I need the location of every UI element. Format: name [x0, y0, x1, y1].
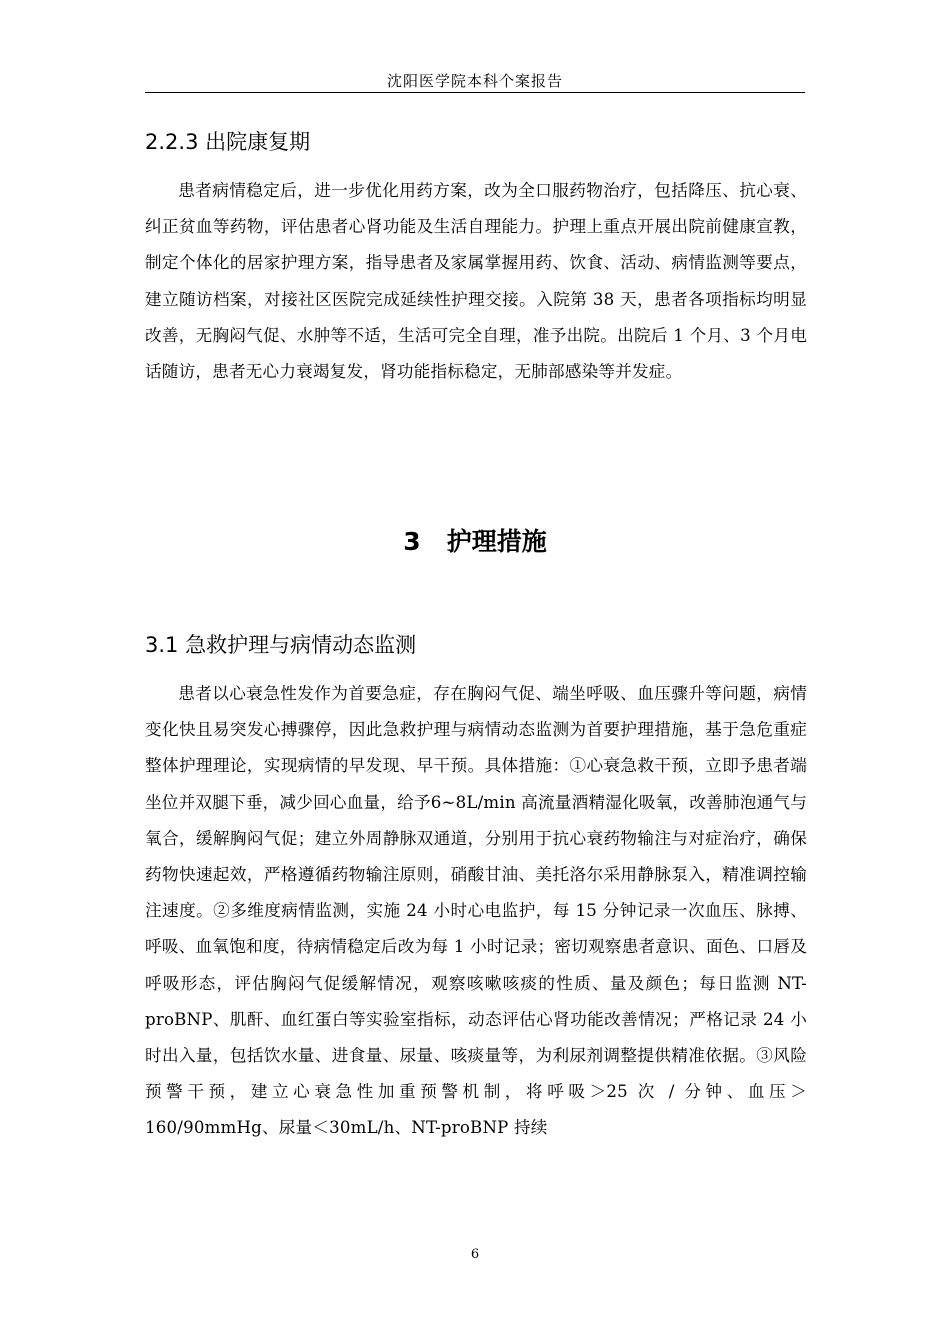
- header-divider: [145, 92, 805, 93]
- section-3-1-heading: 3.1 急救护理与病情动态监测: [145, 633, 417, 657]
- chapter-title: 护理措施: [446, 527, 547, 556]
- chapter-number: 3: [403, 527, 421, 556]
- discharge-rehab-paragraph: 患者病情稳定后，进一步优化用药方案，改为全口服药物治疗，包括降压、抗心衰、纠正贫血等药物，评估患者心肾功能及生活自理能力。护理上重点开展出院前健康宣教，制定个体化的居家护理方案，指导患者及家属掌握用药、饮食、活动、病情监测等要点，建立随访档案，对接社区医院完成延续性护理交接。入院第 38 天，患者各项指标均明显改善，无胸闷气促、水肿等不适，生活可完全自理，准予出院。出院后 1 个月、3 个月电话随访，患者无心力衰竭复发，肾功能指标稳定，无肺部感染等并发症。: [145, 181, 807, 382]
- section-2-2-3-heading: 2.2.3 出院康复期: [145, 130, 311, 154]
- chapter-3-heading: [145, 524, 805, 560]
- page-number: 6: [470, 1247, 480, 1262]
- emergency-care-paragraph: 患者以心衰急性发作为首要急症，存在胸闷气促、端坐呼吸、血压骤升等问题，病情变化快且易突发心搏骤停，因此急救护理与病情动态监测为首要护理措施，基于急危重症整体护理理论，实现病情的早发现、早干预。具体措施：①心衰急救干预，立即予患者端坐位并双腿下垂，减少回心血量，给予6~8L/min 高流量酒精湿化吸氧，改善肺泡通气与氧合，缓解胸闷气促；建立外周静脉双通道，分别用于抗心衰药物输注与对症治疗，确保药物快速起效，严格遵循药物输注原则，硝酸甘油、美托洛尔采用静脉泵入，精准调控输注速度。②多维度病情监测，实施 24 小时心电监护，每 15 分钟记录一次血压、脉搏、呼吸、血氧饱和度，待病情稳定后改为每 1 小时记录；密切观察患者意识、面色、口唇及呼吸形态，评估胸闷气促缓解情况，观察咳嗽咳痰的性质、量及颜色；每日监测 NT-proBNP、肌酐、血红蛋白等实验室指标，动态评估心肾功能改善情况；严格记录 24 小时出入量，包括饮水量、进食量、尿量、咳痰量等，为利尿剂调整提供精准依据。③风险预警干预，建立心衰急性加重预警机制，将呼吸＞25 次 / 分钟、血压＞160/90mmHg、尿量＜30mL/h、NT-proBNP 持续: [145, 684, 807, 1138]
- page-header-title: 沈阳医学院本科个案报告: [386, 72, 563, 90]
